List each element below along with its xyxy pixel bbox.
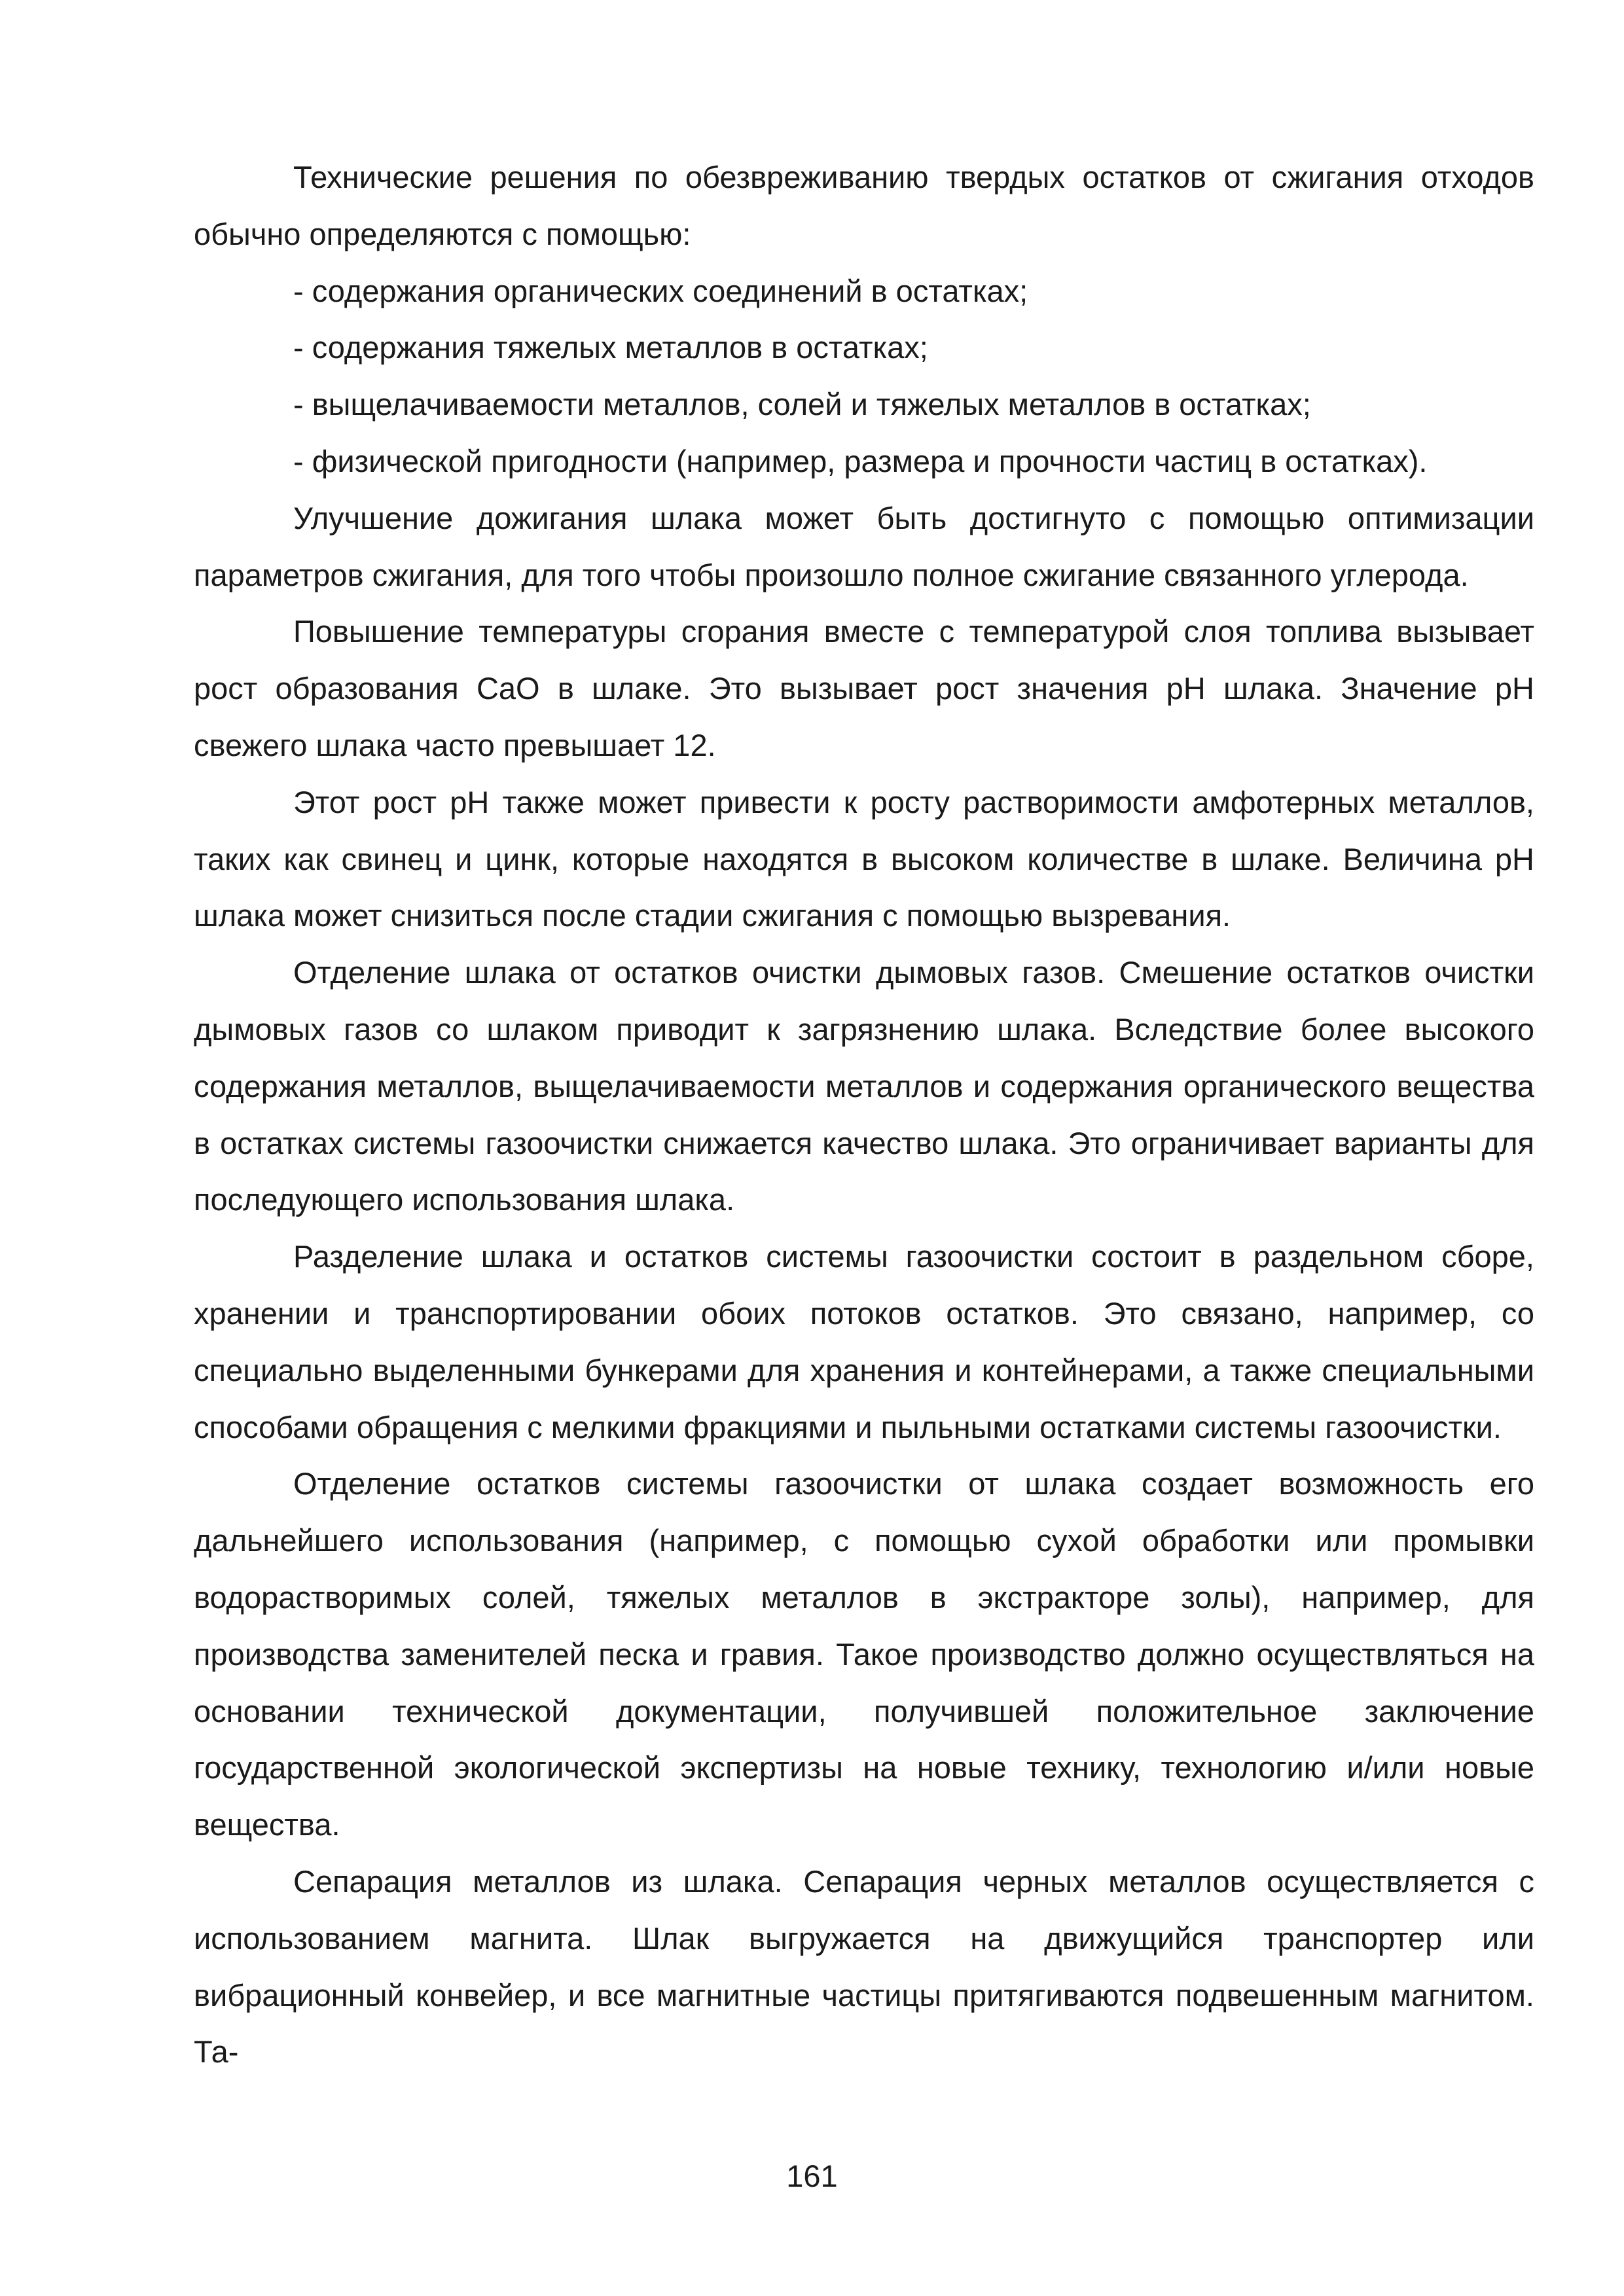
- list-item-physical: - физической пригодности (например, размера и прочности частиц в остатках).: [293, 443, 1428, 478]
- paragraph-ph: Этот рост pH также может привести к росту растворимости амфотерных металлов, таких как свинец и цинк, которые находятся в высоком количестве в шлаке. Величина pH шлака может снизиться после стадии сжигания с помощью вызревания.: [194, 784, 1534, 933]
- list-item-organic: - содержания органических соединений в остатках;: [293, 273, 1028, 308]
- paragraph-temperature: Повышение температуры сгорания вместе с температурой слоя топлива вызывает рост образования CaO в шлаке. Это вызывает рост значения pH шлака. Значение pH свежего шлака часто превышает 12.: [194, 614, 1534, 762]
- paragraph-separate-collection: Разделение шлака и остатков системы газоочистки состоит в раздельном сборе, хранении и транспортировании обоих потоков остатков. Это связано, например, со специально выделенными бункерами для хранения и контейнерами, а также специальными способами обращения с мелкими фракциями и пыльными остатками системы газоочистки.: [194, 1239, 1534, 1444]
- page-number: 161: [786, 2159, 838, 2193]
- paragraph-intro: Технические решения по обезвреживанию твердых остатков от сжигания отходов обычно определяются с помощью:: [194, 160, 1534, 251]
- paragraph-metal-separation: Сепарация металлов из шлака. Сепарация черных металлов осуществляется с использованием магнита. Шлак выгружается на движущийся транспортер или вибрационный конвейер, и все магнитные частицы притягиваются подвешенным магнитом. Та-: [194, 1863, 1534, 2070]
- paragraph-further-use: Отделение остатков системы газоочистки от шлака создает возможность его дальнейшего использования (например, с помощью сухой обработки или промывки водорастворимых солей, тяжелых металлов в экстракторе золы), например, для производства заменителей песка и гравия. Такое производство должно осуществляться на основании технической документации, получившей положительное заключение государственной экологической экспертизы на новые технику, технологию и/или новые вещества.: [194, 1466, 1534, 1842]
- body-text: [194, 149, 1534, 2081]
- paragraph-separation-flue-gas: Отделение шлака от остатков очистки дымовых газов. Смешение остатков очистки дымовых газов со шлаком приводит к загрязнению шлака. Вследствие более высокого содержания металлов, выщелачиваемости металлов и содержания органического вещества в остатках системы газоочистки снижается качество шлака. Это ограничивает варианты для последующего использования шлака.: [194, 955, 1534, 1217]
- paragraph-afterburning: Улучшение дожигания шлака может быть достигнуто с помощью оптимизации параметров сжигания, для того чтобы произошло полное сжигание связанного углерода.: [194, 500, 1534, 592]
- list-item-heavy-metals: - содержания тяжелых металлов в остатках;: [293, 330, 928, 365]
- list-item-leachability: - выщелачиваемости металлов, солей и тяжелых металлов в остатках;: [293, 387, 1311, 422]
